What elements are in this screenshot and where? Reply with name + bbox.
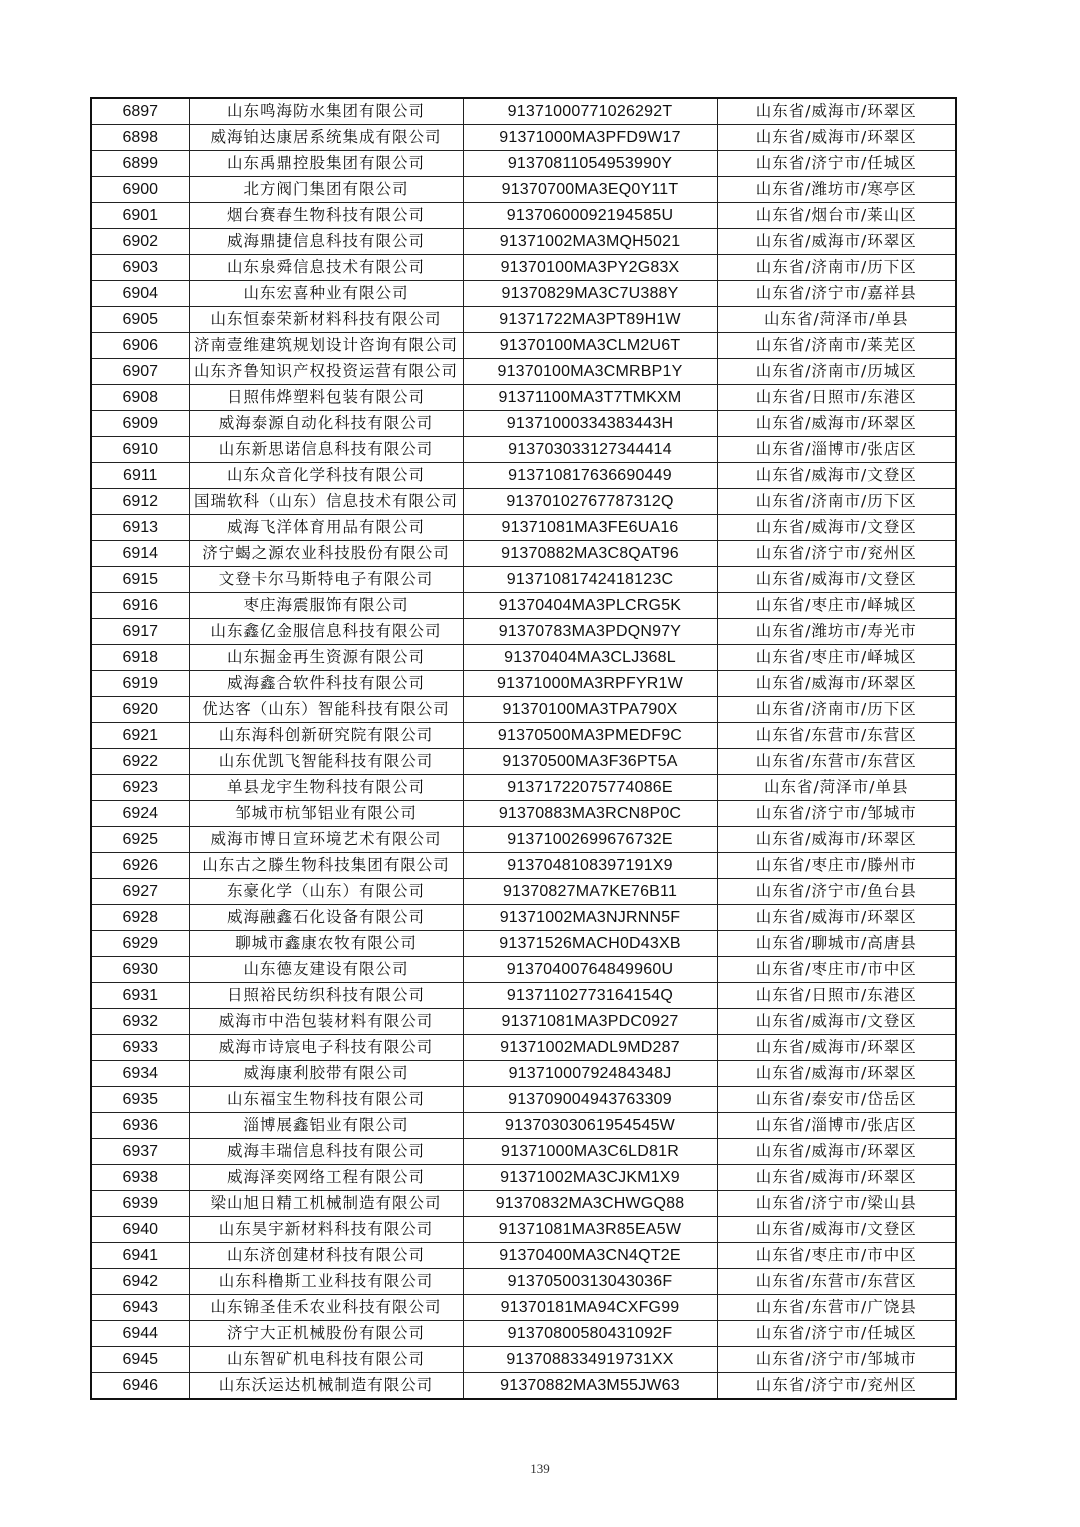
row-number-cell: 6940 bbox=[91, 1217, 189, 1243]
credit-code-cell: 91371100MA3T7TMKXM bbox=[463, 385, 717, 411]
row-number-cell: 6925 bbox=[91, 827, 189, 853]
company-name-cell: 山东沃运达机械制造有限公司 bbox=[189, 1373, 463, 1400]
company-name-cell: 文登卡尔马斯特电子有限公司 bbox=[189, 567, 463, 593]
region-cell: 山东省/日照市/东港区 bbox=[717, 385, 956, 411]
region-cell: 山东省/威海市/环翠区 bbox=[717, 1061, 956, 1087]
company-name-cell: 梁山旭日精工机械制造有限公司 bbox=[189, 1191, 463, 1217]
credit-code-cell: 91371000792484348J bbox=[463, 1061, 717, 1087]
credit-code-cell: 91371081MA3PDC0927 bbox=[463, 1009, 717, 1035]
region-cell: 山东省/威海市/文登区 bbox=[717, 515, 956, 541]
table-row bbox=[91, 593, 956, 619]
credit-code-cell: 91371000MA3C6LD81R bbox=[463, 1139, 717, 1165]
table-row bbox=[91, 1009, 956, 1035]
row-number-cell: 6917 bbox=[91, 619, 189, 645]
table-row bbox=[91, 385, 956, 411]
row-number-cell: 6906 bbox=[91, 333, 189, 359]
credit-code-cell: 91370100MA3TPA790X bbox=[463, 697, 717, 723]
region-cell: 山东省/济南市/历下区 bbox=[717, 697, 956, 723]
company-name-cell: 山东宏喜种业有限公司 bbox=[189, 281, 463, 307]
credit-code-cell: 91371081MA3FE6UA16 bbox=[463, 515, 717, 541]
region-cell: 山东省/威海市/环翠区 bbox=[717, 827, 956, 853]
row-number-cell: 6913 bbox=[91, 515, 189, 541]
table-row bbox=[91, 931, 956, 957]
region-cell: 山东省/东营市/东营区 bbox=[717, 749, 956, 775]
company-name-cell: 山东智矿机电科技有限公司 bbox=[189, 1347, 463, 1373]
row-number-cell: 6920 bbox=[91, 697, 189, 723]
row-number-cell: 6916 bbox=[91, 593, 189, 619]
table-row bbox=[91, 177, 956, 203]
credit-code-cell: 91370883MA3RCN8P0C bbox=[463, 801, 717, 827]
company-name-cell: 山东鸣海防水集团有限公司 bbox=[189, 98, 463, 125]
table-row bbox=[91, 1243, 956, 1269]
region-cell: 山东省/枣庄市/峄城区 bbox=[717, 593, 956, 619]
row-number-cell: 6934 bbox=[91, 1061, 189, 1087]
row-number-cell: 6939 bbox=[91, 1191, 189, 1217]
table-row bbox=[91, 619, 956, 645]
table-row bbox=[91, 125, 956, 151]
table-row bbox=[91, 775, 956, 801]
row-number-cell: 6914 bbox=[91, 541, 189, 567]
table-row bbox=[91, 801, 956, 827]
region-cell: 山东省/威海市/文登区 bbox=[717, 1217, 956, 1243]
region-cell: 山东省/济宁市/邹城市 bbox=[717, 801, 956, 827]
company-name-cell: 北方阀门集团有限公司 bbox=[189, 177, 463, 203]
row-number-cell: 6936 bbox=[91, 1113, 189, 1139]
table-row bbox=[91, 1139, 956, 1165]
region-cell: 山东省/威海市/环翠区 bbox=[717, 1165, 956, 1191]
company-name-cell: 山东济创建材科技有限公司 bbox=[189, 1243, 463, 1269]
company-name-cell: 山东齐鲁知识产权投资运营有限公司 bbox=[189, 359, 463, 385]
row-number-cell: 6898 bbox=[91, 125, 189, 151]
table-row bbox=[91, 411, 956, 437]
region-cell: 山东省/淄博市/张店区 bbox=[717, 437, 956, 463]
region-cell: 山东省/菏泽市/单县 bbox=[717, 307, 956, 333]
table-row bbox=[91, 515, 956, 541]
company-name-cell: 淄博展鑫铝业有限公司 bbox=[189, 1113, 463, 1139]
row-number-cell: 6933 bbox=[91, 1035, 189, 1061]
table-row bbox=[91, 489, 956, 515]
company-name-cell: 威海市中浩包装材料有限公司 bbox=[189, 1009, 463, 1035]
region-cell: 山东省/威海市/环翠区 bbox=[717, 671, 956, 697]
table-row bbox=[91, 98, 956, 125]
region-cell: 山东省/潍坊市/寒亭区 bbox=[717, 177, 956, 203]
company-name-cell: 国瑞软科（山东）信息技术有限公司 bbox=[189, 489, 463, 515]
table-row bbox=[91, 1061, 956, 1087]
row-number-cell: 6918 bbox=[91, 645, 189, 671]
table-row bbox=[91, 437, 956, 463]
row-number-cell: 6919 bbox=[91, 671, 189, 697]
row-number-cell: 6924 bbox=[91, 801, 189, 827]
credit-code-cell: 91370102767787312Q bbox=[463, 489, 717, 515]
table-row bbox=[91, 151, 956, 177]
row-number-cell: 6911 bbox=[91, 463, 189, 489]
table-row bbox=[91, 749, 956, 775]
company-name-cell: 威海市博日宣环境艺术有限公司 bbox=[189, 827, 463, 853]
region-cell: 山东省/威海市/环翠区 bbox=[717, 229, 956, 255]
row-number-cell: 6926 bbox=[91, 853, 189, 879]
region-cell: 山东省/威海市/环翠区 bbox=[717, 98, 956, 125]
table-row bbox=[91, 203, 956, 229]
table-row bbox=[91, 255, 956, 281]
credit-code-cell: 91371002699676732E bbox=[463, 827, 717, 853]
row-number-cell: 6904 bbox=[91, 281, 189, 307]
credit-code-cell: 91371526MACH0D43XB bbox=[463, 931, 717, 957]
credit-code-cell: 91371000771026292T bbox=[463, 98, 717, 125]
credit-code-cell: 91370100MA3CMRBP1Y bbox=[463, 359, 717, 385]
credit-code-cell: 91370303061954545W bbox=[463, 1113, 717, 1139]
credit-code-cell: 91370882MA3C8QAT96 bbox=[463, 541, 717, 567]
company-name-cell: 枣庄海震服饰有限公司 bbox=[189, 593, 463, 619]
row-number-cell: 6899 bbox=[91, 151, 189, 177]
company-name-cell: 山东恒泰荣新材料科技有限公司 bbox=[189, 307, 463, 333]
credit-code-cell: 91370800580431092F bbox=[463, 1321, 717, 1347]
region-cell: 山东省/威海市/文登区 bbox=[717, 463, 956, 489]
company-name-cell: 山东鑫亿金服信息科技有限公司 bbox=[189, 619, 463, 645]
table-row bbox=[91, 1295, 956, 1321]
region-cell: 山东省/潍坊市/寿光市 bbox=[717, 619, 956, 645]
table-row bbox=[91, 697, 956, 723]
credit-code-cell: 91370811054953990Y bbox=[463, 151, 717, 177]
credit-code-cell: 91370832MA3CHWGQ88 bbox=[463, 1191, 717, 1217]
table-row bbox=[91, 1373, 956, 1400]
credit-code-cell: 913709004943763309 bbox=[463, 1087, 717, 1113]
company-name-cell: 济南壹维建筑规划设计咨询有限公司 bbox=[189, 333, 463, 359]
credit-code-cell: 91370400MA3CN4QT2E bbox=[463, 1243, 717, 1269]
row-number-cell: 6937 bbox=[91, 1139, 189, 1165]
credit-code-cell: 91370700MA3EQ0Y11T bbox=[463, 177, 717, 203]
row-number-cell: 6921 bbox=[91, 723, 189, 749]
row-number-cell: 6931 bbox=[91, 983, 189, 1009]
row-number-cell: 6922 bbox=[91, 749, 189, 775]
region-cell: 山东省/泰安市/岱岳区 bbox=[717, 1087, 956, 1113]
table-row bbox=[91, 853, 956, 879]
table-row bbox=[91, 645, 956, 671]
company-name-cell: 烟台赛春生物科技有限公司 bbox=[189, 203, 463, 229]
row-number-cell: 6900 bbox=[91, 177, 189, 203]
row-number-cell: 6946 bbox=[91, 1373, 189, 1400]
row-number-cell: 6915 bbox=[91, 567, 189, 593]
credit-code-cell: 91370404MA3CLJ368L bbox=[463, 645, 717, 671]
table-row bbox=[91, 905, 956, 931]
row-number-cell: 6908 bbox=[91, 385, 189, 411]
credit-code-cell: 91371000MA3PFD9W17 bbox=[463, 125, 717, 151]
region-cell: 山东省/济宁市/兖州区 bbox=[717, 541, 956, 567]
table-row bbox=[91, 1035, 956, 1061]
table-row bbox=[91, 1347, 956, 1373]
company-name-cell: 东豪化学（山东）有限公司 bbox=[189, 879, 463, 905]
company-name-cell: 邹城市杭邹铝业有限公司 bbox=[189, 801, 463, 827]
region-cell: 山东省/济南市/历城区 bbox=[717, 359, 956, 385]
company-name-cell: 威海飞洋体育用品有限公司 bbox=[189, 515, 463, 541]
table-row bbox=[91, 463, 956, 489]
row-number-cell: 6942 bbox=[91, 1269, 189, 1295]
table-row bbox=[91, 723, 956, 749]
company-name-cell: 山东昊宇新材料科技有限公司 bbox=[189, 1217, 463, 1243]
region-cell: 山东省/济南市/历下区 bbox=[717, 255, 956, 281]
row-number-cell: 6912 bbox=[91, 489, 189, 515]
region-cell: 山东省/济宁市/兖州区 bbox=[717, 1373, 956, 1400]
credit-code-cell: 91370100MA3PY2G83X bbox=[463, 255, 717, 281]
table-row bbox=[91, 1217, 956, 1243]
region-cell: 山东省/威海市/文登区 bbox=[717, 1009, 956, 1035]
region-cell: 山东省/威海市/文登区 bbox=[717, 567, 956, 593]
table-row bbox=[91, 541, 956, 567]
company-name-cell: 山东锦圣佳禾农业科技有限公司 bbox=[189, 1295, 463, 1321]
row-number-cell: 6930 bbox=[91, 957, 189, 983]
row-number-cell: 6927 bbox=[91, 879, 189, 905]
table-row bbox=[91, 827, 956, 853]
company-name-cell: 山东德友建设有限公司 bbox=[189, 957, 463, 983]
credit-code-cell: 91370827MA7KE76B11 bbox=[463, 879, 717, 905]
row-number-cell: 6941 bbox=[91, 1243, 189, 1269]
company-name-cell: 济宁大正机械股份有限公司 bbox=[189, 1321, 463, 1347]
region-cell: 山东省/东营市/东营区 bbox=[717, 1269, 956, 1295]
company-name-cell: 威海市诗宸电子科技有限公司 bbox=[189, 1035, 463, 1061]
credit-code-cell: 91370181MA94CXFG99 bbox=[463, 1295, 717, 1321]
table-row bbox=[91, 359, 956, 385]
credit-code-cell: 91370829MA3C7U388Y bbox=[463, 281, 717, 307]
region-cell: 山东省/济宁市/梁山县 bbox=[717, 1191, 956, 1217]
company-name-cell: 山东科橹斯工业科技有限公司 bbox=[189, 1269, 463, 1295]
credit-code-cell: 91370500313043036F bbox=[463, 1269, 717, 1295]
row-number-cell: 6905 bbox=[91, 307, 189, 333]
company-name-cell: 山东优凯飞智能科技有限公司 bbox=[189, 749, 463, 775]
region-cell: 山东省/东营市/广饶县 bbox=[717, 1295, 956, 1321]
credit-code-cell: 91371000MA3RPFYR1W bbox=[463, 671, 717, 697]
region-cell: 山东省/济宁市/邹城市 bbox=[717, 1347, 956, 1373]
company-name-cell: 威海泽奕网络工程有限公司 bbox=[189, 1165, 463, 1191]
credit-code-cell: 91370600092194585U bbox=[463, 203, 717, 229]
company-name-cell: 山东海科创新研究院有限公司 bbox=[189, 723, 463, 749]
credit-code-cell: 91370500MA3PMEDF9C bbox=[463, 723, 717, 749]
region-cell: 山东省/枣庄市/市中区 bbox=[717, 957, 956, 983]
table-row bbox=[91, 1113, 956, 1139]
region-cell: 山东省/聊城市/高唐县 bbox=[717, 931, 956, 957]
company-name-cell: 日照伟烨塑料包装有限公司 bbox=[189, 385, 463, 411]
region-cell: 山东省/东营市/东营区 bbox=[717, 723, 956, 749]
credit-code-cell: 91370882MA3M55JW63 bbox=[463, 1373, 717, 1400]
row-number-cell: 6928 bbox=[91, 905, 189, 931]
credit-code-cell: 91371002MA3NJRNN5F bbox=[463, 905, 717, 931]
table-row bbox=[91, 1321, 956, 1347]
company-name-cell: 威海融鑫石化设备有限公司 bbox=[189, 905, 463, 931]
row-number-cell: 6907 bbox=[91, 359, 189, 385]
credit-code-cell: 91371002MA3CJKM1X9 bbox=[463, 1165, 717, 1191]
company-name-cell: 山东泉舜信息技术有限公司 bbox=[189, 255, 463, 281]
region-cell: 山东省/济南市/历下区 bbox=[717, 489, 956, 515]
company-name-cell: 威海鼎捷信息科技有限公司 bbox=[189, 229, 463, 255]
credit-code-cell: 91370400764849960U bbox=[463, 957, 717, 983]
company-name-cell: 山东掘金再生资源有限公司 bbox=[189, 645, 463, 671]
table-row bbox=[91, 1269, 956, 1295]
company-name-cell: 山东古之滕生物科技集团有限公司 bbox=[189, 853, 463, 879]
region-cell: 山东省/威海市/环翠区 bbox=[717, 905, 956, 931]
credit-code-cell: 9137088334919731XX bbox=[463, 1347, 717, 1373]
region-cell: 山东省/威海市/环翠区 bbox=[717, 411, 956, 437]
credit-code-cell: 91370783MA3PDQN97Y bbox=[463, 619, 717, 645]
enterprise-list-table bbox=[90, 97, 957, 1400]
region-cell: 山东省/淄博市/张店区 bbox=[717, 1113, 956, 1139]
region-cell: 山东省/烟台市/莱山区 bbox=[717, 203, 956, 229]
row-number-cell: 6944 bbox=[91, 1321, 189, 1347]
region-cell: 山东省/济宁市/嘉祥县 bbox=[717, 281, 956, 307]
company-name-cell: 威海铂达康居系统集成有限公司 bbox=[189, 125, 463, 151]
region-cell: 山东省/威海市/环翠区 bbox=[717, 125, 956, 151]
row-number-cell: 6935 bbox=[91, 1087, 189, 1113]
region-cell: 山东省/菏泽市/单县 bbox=[717, 775, 956, 801]
credit-code-cell: 91371000334383443H bbox=[463, 411, 717, 437]
table-row bbox=[91, 1165, 956, 1191]
region-cell: 山东省/济宁市/任城区 bbox=[717, 151, 956, 177]
row-number-cell: 6923 bbox=[91, 775, 189, 801]
table-row bbox=[91, 333, 956, 359]
credit-code-cell: 91371081MA3R85EA5W bbox=[463, 1217, 717, 1243]
credit-code-cell: 91370404MA3PLCRG5K bbox=[463, 593, 717, 619]
company-name-cell: 威海泰源自动化科技有限公司 bbox=[189, 411, 463, 437]
row-number-cell: 6943 bbox=[91, 1295, 189, 1321]
row-number-cell: 6903 bbox=[91, 255, 189, 281]
region-cell: 山东省/济南市/莱芜区 bbox=[717, 333, 956, 359]
credit-code-cell: 91370500MA3F36PT5A bbox=[463, 749, 717, 775]
page-number: 139 bbox=[530, 1461, 550, 1476]
table-body bbox=[91, 98, 956, 1399]
row-number-cell: 6910 bbox=[91, 437, 189, 463]
row-number-cell: 6901 bbox=[91, 203, 189, 229]
table-row bbox=[91, 1087, 956, 1113]
credit-code-cell: 9137048108397191X9 bbox=[463, 853, 717, 879]
credit-code-cell: 91371081742418123C bbox=[463, 567, 717, 593]
company-name-cell: 山东众音化学科技有限公司 bbox=[189, 463, 463, 489]
row-number-cell: 6902 bbox=[91, 229, 189, 255]
table-row bbox=[91, 1191, 956, 1217]
credit-code-cell: 91371722MA3PT89H1W bbox=[463, 307, 717, 333]
region-cell: 山东省/济宁市/鱼台县 bbox=[717, 879, 956, 905]
company-name-cell: 山东新思诺信息科技有限公司 bbox=[189, 437, 463, 463]
company-name-cell: 威海鑫合软件科技有限公司 bbox=[189, 671, 463, 697]
table-row bbox=[91, 983, 956, 1009]
company-name-cell: 威海丰瑞信息科技有限公司 bbox=[189, 1139, 463, 1165]
region-cell: 山东省/威海市/环翠区 bbox=[717, 1035, 956, 1061]
region-cell: 山东省/枣庄市/滕州市 bbox=[717, 853, 956, 879]
company-name-cell: 威海康利胶带有限公司 bbox=[189, 1061, 463, 1087]
credit-code-cell: 91371002MA3MQH5021 bbox=[463, 229, 717, 255]
row-number-cell: 6909 bbox=[91, 411, 189, 437]
table-row bbox=[91, 957, 956, 983]
row-number-cell: 6938 bbox=[91, 1165, 189, 1191]
region-cell: 山东省/枣庄市/市中区 bbox=[717, 1243, 956, 1269]
company-name-cell: 聊城市鑫康农牧有限公司 bbox=[189, 931, 463, 957]
company-name-cell: 山东禹鼎控股集团有限公司 bbox=[189, 151, 463, 177]
credit-code-cell: 91371722075774086E bbox=[463, 775, 717, 801]
company-name-cell: 山东福宝生物科技有限公司 bbox=[189, 1087, 463, 1113]
company-name-cell: 单县龙宇生物科技有限公司 bbox=[189, 775, 463, 801]
region-cell: 山东省/济宁市/任城区 bbox=[717, 1321, 956, 1347]
table-row bbox=[91, 671, 956, 697]
table-row bbox=[91, 567, 956, 593]
company-name-cell: 日照裕民纺织科技有限公司 bbox=[189, 983, 463, 1009]
row-number-cell: 6945 bbox=[91, 1347, 189, 1373]
credit-code-cell: 91371002MADL9MD287 bbox=[463, 1035, 717, 1061]
table-row bbox=[91, 879, 956, 905]
table-row bbox=[91, 307, 956, 333]
region-cell: 山东省/枣庄市/峄城区 bbox=[717, 645, 956, 671]
table-row bbox=[91, 281, 956, 307]
row-number-cell: 6929 bbox=[91, 931, 189, 957]
region-cell: 山东省/威海市/环翠区 bbox=[717, 1139, 956, 1165]
row-number-cell: 6932 bbox=[91, 1009, 189, 1035]
credit-code-cell: 913703033127344414 bbox=[463, 437, 717, 463]
credit-code-cell: 91370100MA3CLM2U6T bbox=[463, 333, 717, 359]
credit-code-cell: 91371102773164154Q bbox=[463, 983, 717, 1009]
company-name-cell: 优达客（山东）智能科技有限公司 bbox=[189, 697, 463, 723]
region-cell: 山东省/日照市/东港区 bbox=[717, 983, 956, 1009]
company-name-cell: 济宁蝎之源农业科技股份有限公司 bbox=[189, 541, 463, 567]
row-number-cell: 6897 bbox=[91, 98, 189, 125]
table-row bbox=[91, 229, 956, 255]
credit-code-cell: 913710817636690449 bbox=[463, 463, 717, 489]
